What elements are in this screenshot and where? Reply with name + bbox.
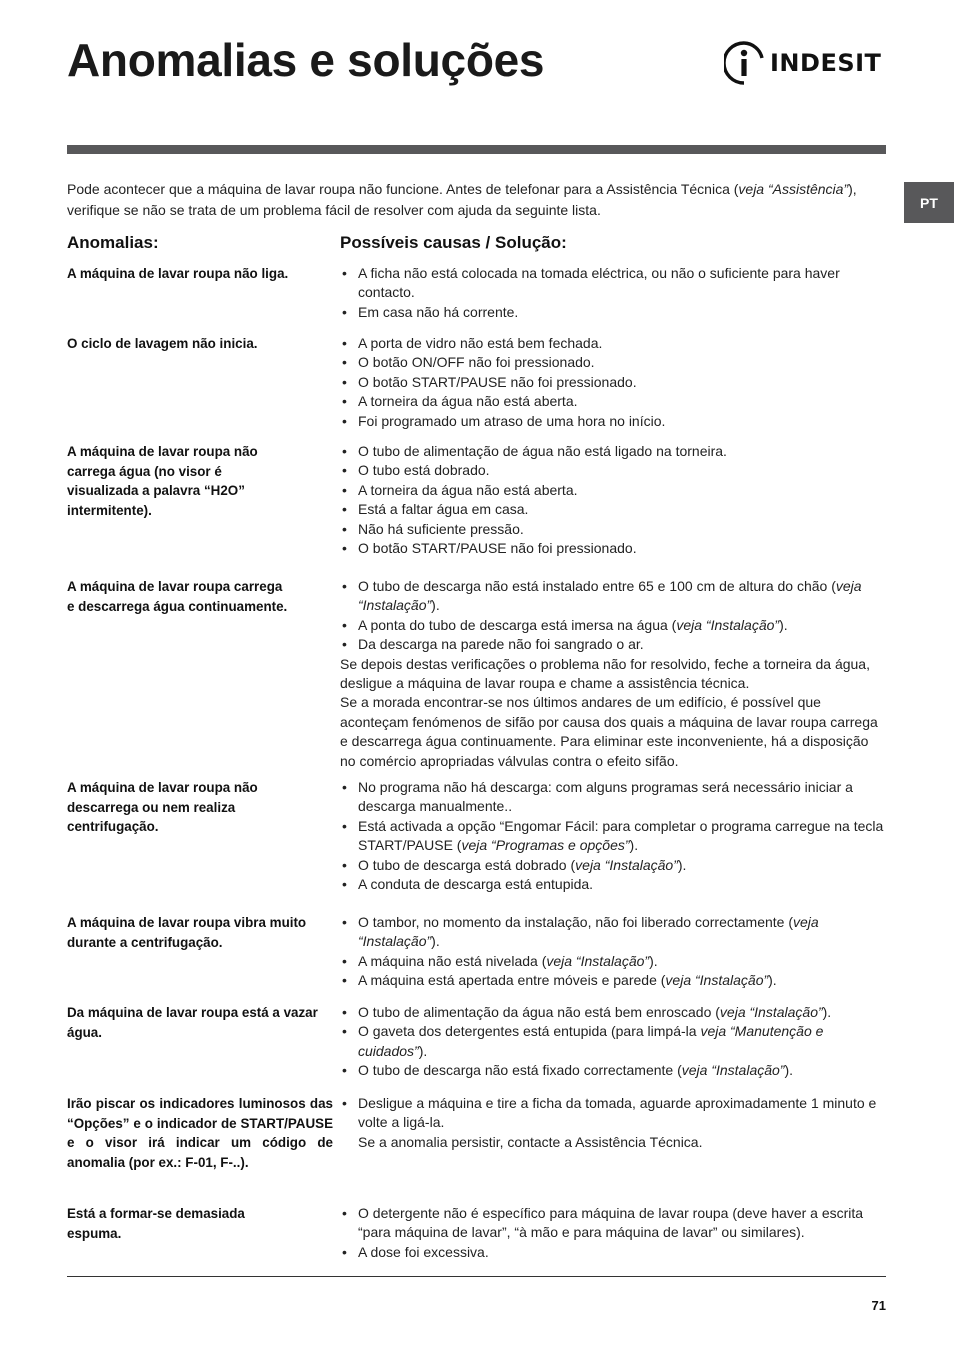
page-number: 71 — [871, 1298, 886, 1313]
language-tab: PT — [904, 182, 954, 223]
list-item: • O tubo de descarga não está fixado correctamente (veja “Instalação”). — [340, 1061, 885, 1080]
anomaly-label: A máquina de lavar roupa não liga. — [67, 266, 289, 281]
causes-column-header: Possíveis causas / Solução: — [340, 233, 567, 252]
causes-list — [340, 264, 885, 322]
brand-wordmark: INDESIT — [770, 49, 882, 77]
causes-list — [340, 1003, 885, 1081]
list-item: • Em casa não há corrente. — [340, 303, 885, 322]
list-item: • Foi programado um atraso de uma hora no início. — [340, 412, 885, 431]
causes-list — [340, 913, 885, 991]
note-paragraph: Se a anomalia persistir, contacte a Assistência Técnica. — [358, 1133, 703, 1150]
anomaly-label: A máquina de lavar roupa não descarrega ou nem realiza centrifugação. — [67, 780, 258, 834]
list-item: • Desligue a máquina e tire a ficha da tomada, aguarde aproximadamente 1 minuto e volte a ligá-la. — [340, 1094, 885, 1133]
list-item: • O tubo de alimentação de água não está ligado na torneira. — [340, 442, 885, 461]
header-divider — [67, 145, 886, 154]
list-item: • A torneira da água não está aberta. — [340, 481, 885, 500]
list-item: • A ponta do tubo de descarga está imersa na água (veja “Instalação”). — [340, 616, 885, 635]
list-item: • Está activada a opção “Engomar Fácil: para completar o programa carregue na tecla START/PAUSE (veja “Programas e opções”). — [340, 817, 885, 856]
list-item: • O tubo está dobrado. — [340, 461, 885, 480]
list-item: • A torneira da água não está aberta. — [340, 392, 885, 411]
list-item: • O botão START/PAUSE não foi pressionado. — [340, 373, 885, 392]
footer-divider — [67, 1276, 886, 1277]
page-title: Anomalias e soluções — [67, 34, 545, 86]
note-paragraph: Se a morada encontrar-se nos últimos andares de um edifício, é possível que aconteçam fenómenos de sifão por causa dos quais a máquina de lavar roupa carrega e descarrega água continuamente. Para eliminar este inconveniente, há a disposição no comércio apropriadas válvulas contra o efeito sifão. — [340, 694, 878, 769]
anomalies-column-header: Anomalias: — [67, 233, 159, 252]
causes-list — [340, 778, 885, 894]
intro-reference: veja “Assistência” — [738, 181, 849, 197]
list-item: • Da descarga na parede não foi sangrado o ar. — [340, 635, 885, 654]
list-item: • O gaveta dos detergentes está entupida (para limpá-la veja “Manutenção e cuidados”). — [340, 1022, 885, 1061]
anomaly-label: O ciclo de lavagem não inicia. — [67, 336, 258, 351]
causes-list — [340, 1204, 885, 1262]
causes-list — [340, 577, 885, 771]
list-item: • A máquina está apertada entre móveis e parede (veja “Instalação”). — [340, 971, 885, 990]
causes-list — [340, 442, 885, 558]
list-item: • O tubo de descarga está dobrado (veja “Instalação”). — [340, 856, 885, 875]
anomaly-label: A máquina de lavar roupa vibra muito durante a centrifugação. — [67, 915, 307, 950]
list-item: • A máquina não está nivelada (veja “Instalação”). — [340, 952, 885, 971]
anomaly-label: A máquina de lavar roupa não carrega água (no visor é visualizada a palavra “H2O” intermitente). — [67, 444, 258, 518]
list-item: • No programa não há descarga: com alguns programas será necessário iniciar a descarga manualmente.. — [340, 778, 885, 817]
list-item: • A dose foi excessiva. — [340, 1243, 885, 1262]
anomaly-label: Da máquina de lavar roupa está a vazar água. — [67, 1005, 318, 1040]
list-item: • A conduta de descarga está entupida. — [340, 875, 885, 894]
anomaly-label: Está a formar-se demasiada espuma. — [67, 1206, 245, 1241]
causes-list — [340, 1094, 885, 1152]
brand-logo — [724, 40, 881, 86]
list-item: • O tubo de descarga não está instalado entre 65 e 100 cm de altura do chão (veja “Instalação”). — [340, 577, 885, 616]
list-item: • O tubo de alimentação da água não está bem enroscado (veja “Instalação”). — [340, 1003, 885, 1022]
list-item: • Está a faltar água em casa. — [340, 500, 885, 519]
list-item: • A porta de vidro não está bem fechada. — [340, 334, 885, 353]
list-item: • O detergente não é específico para máquina de lavar roupa (deve haver a escrita “para máquina de lavar”, “à mão e para máquina de lavar” ou similares). — [340, 1204, 885, 1243]
intro-paragraph: Pode acontecer que a máquina de lavar roupa não funcione. Antes de telefonar para a Assistência Técnica (veja “Assistência”), verifique se não se trata de um problema fácil de resolver com ajuda da seguinte lista. — [67, 181, 857, 218]
indesit-i-logo-icon — [724, 40, 764, 86]
list-item: • O botão START/PAUSE não foi pressionado. — [340, 539, 885, 558]
anomaly-label: A máquina de lavar roupa carrega e descarrega água continuamente. — [67, 579, 288, 614]
causes-list — [340, 334, 885, 431]
list-item: • O tambor, no momento da instalação, não foi liberado correctamente (veja “Instalação”). — [340, 913, 885, 952]
list-item: • O botão ON/OFF não foi pressionado. — [340, 353, 885, 372]
list-item: • Não há suficiente pressão. — [340, 520, 885, 539]
note-paragraph: Se depois destas verificações o problema não for resolvido, feche a torneira da água, desligue a máquina de lavar roupa e chame a assistência técnica. — [340, 655, 870, 692]
anomaly-label: Irão piscar os indicadores luminosos das “Opções” e o indicador de START/PAUSE e o visor irá indicar um código de anomalia (por ex.: F-01, F-..). — [67, 1096, 333, 1170]
list-item: • A ficha não está colocada na tomada eléctrica, ou não o suficiente para haver contacto. — [340, 264, 885, 303]
